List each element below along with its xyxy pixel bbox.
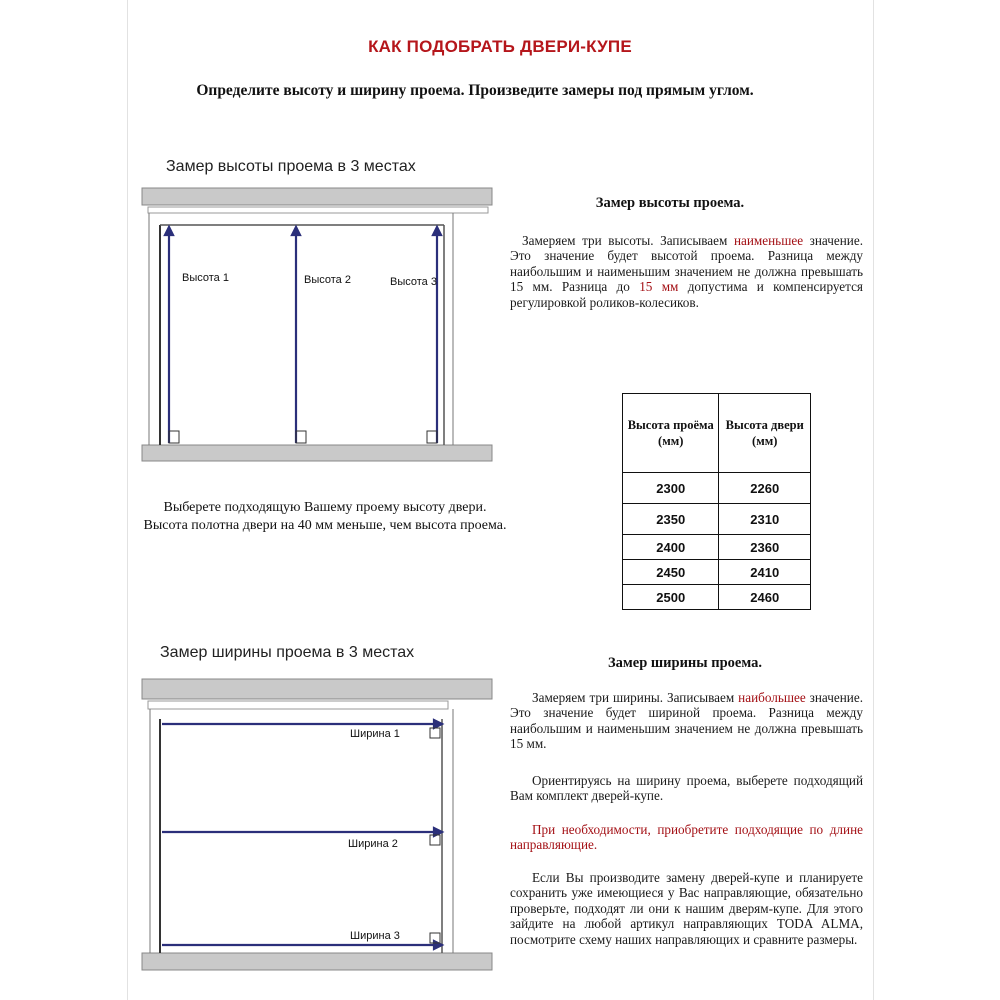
height-label-1: Высота 1 bbox=[182, 272, 229, 284]
table-cell-door: 2360 bbox=[719, 535, 811, 560]
table-row bbox=[623, 504, 811, 535]
height-label-3: Высота 3 bbox=[390, 276, 437, 288]
height-diagram-caption: Замер высоты проема в 3 местах bbox=[166, 158, 416, 175]
table-cell-door: 2410 bbox=[719, 560, 811, 585]
width-arrow-3 bbox=[162, 941, 442, 949]
table-cell-door: 2260 bbox=[719, 473, 811, 504]
table-cell-opening: 2500 bbox=[623, 585, 719, 610]
ceiling-rail bbox=[148, 701, 448, 709]
width-paragraph-4: Если Вы производите замену дверей-купе и планируете сохранить уже имеющиеся у Вас направляющие, обязательно проверьте, подходят ли они к нашим дверям-купе. Для этого зайдите на любой артикул направляющих TODA ALMA, посмотрите схему наших направляющих и сравните размеры. bbox=[510, 870, 863, 947]
table-cell-opening: 2400 bbox=[623, 535, 719, 560]
width-diagram-svg bbox=[140, 675, 495, 975]
width-diagram-caption: Замер ширины проема в 3 местах bbox=[160, 644, 415, 661]
height-arrow-1 bbox=[165, 227, 173, 443]
height-para-emphasis: наименьшее bbox=[733, 233, 804, 248]
height-para-part-1: Замеряем три высоты. Записываем bbox=[522, 233, 734, 248]
table-header-opening: Высота проёма (мм) bbox=[623, 394, 719, 473]
table-header-row bbox=[623, 394, 811, 473]
table-cell-door: 2460 bbox=[719, 585, 811, 610]
width-label-2: Ширина 2 bbox=[348, 838, 398, 850]
height-label-2: Высота 2 bbox=[304, 274, 351, 286]
table-cell-opening: 2450 bbox=[623, 560, 719, 585]
corner-marker-2 bbox=[296, 431, 306, 443]
width-para-part-2: значение. Это значение будет шириной проема. Разница между наибольшим и наименьшим значением не должна превышать 15 мм. bbox=[510, 690, 864, 752]
width-paragraph-2: Ориентируясь на ширину проема, выберете подходящий Вам комплект дверей-купе. bbox=[510, 773, 863, 804]
width-arrow-1 bbox=[162, 720, 442, 728]
floor-slab bbox=[142, 953, 492, 970]
choose-height-text bbox=[130, 499, 520, 535]
table-cell-opening: 2300 bbox=[623, 473, 719, 504]
ceiling-slab bbox=[142, 188, 492, 205]
height-para-emphasis-2: 15 мм bbox=[639, 279, 679, 295]
corner-marker-1 bbox=[169, 431, 179, 443]
width-diagram bbox=[140, 675, 495, 975]
door-size-table bbox=[622, 393, 811, 610]
width-label-3: Ширина 3 bbox=[350, 930, 400, 942]
choose-height-line-1: Выберете подходящую Вашему проему высоту двери. bbox=[163, 500, 487, 515]
height-arrow-2 bbox=[292, 227, 300, 443]
table-cell-door: 2310 bbox=[719, 504, 811, 535]
table-row bbox=[623, 560, 811, 585]
corner-marker-1 bbox=[430, 728, 440, 738]
width-arrow-2 bbox=[162, 828, 442, 836]
choose-height-line-2: Высота полотна двери на 40 мм меньше, чем высота проема. bbox=[143, 518, 507, 533]
width-heading: Замер ширины проема. bbox=[608, 655, 762, 671]
height-para-part-2: значение. Это значение будет высотой проема. Разница между наибольшим и наименьшим значением не должна превышать 15 мм. Разница до bbox=[510, 233, 863, 295]
table-row bbox=[623, 585, 811, 610]
table-row bbox=[623, 473, 811, 504]
page-left-border bbox=[127, 0, 128, 1000]
page-title: КАК ПОДОБРАТЬ ДВЕРИ-КУПЕ bbox=[368, 37, 632, 56]
floor-slab bbox=[142, 445, 492, 461]
table-header-door: Высота двери (мм) bbox=[719, 394, 811, 473]
ceiling-rail bbox=[148, 207, 488, 213]
width-para-part-1: Замеряем три ширины. Записываем bbox=[532, 690, 739, 705]
height-paragraph bbox=[510, 233, 863, 310]
height-diagram-svg bbox=[140, 185, 495, 465]
corner-marker-3 bbox=[427, 431, 437, 443]
height-arrow-3 bbox=[433, 227, 441, 443]
height-para-part-3: допустима и компенсируется регулировкой роликов-колесиков. bbox=[510, 279, 863, 310]
width-paragraph-1 bbox=[510, 690, 863, 752]
width-paragraph-3: При необходимости, приобретите подходящие по длине направляющие. bbox=[510, 822, 863, 853]
width-label-1: Ширина 1 bbox=[350, 728, 400, 740]
width-para-emphasis: наибольшее bbox=[738, 690, 806, 705]
height-heading: Замер высоты проема. bbox=[595, 195, 745, 211]
page-right-border bbox=[873, 0, 874, 1000]
page-subtitle: Определите высоту и ширину проема. Произведите замеры под прямым углом. bbox=[196, 82, 754, 99]
ceiling-slab bbox=[142, 679, 492, 699]
table-cell-opening: 2350 bbox=[623, 504, 719, 535]
table-row bbox=[623, 535, 811, 560]
height-diagram bbox=[140, 185, 495, 465]
